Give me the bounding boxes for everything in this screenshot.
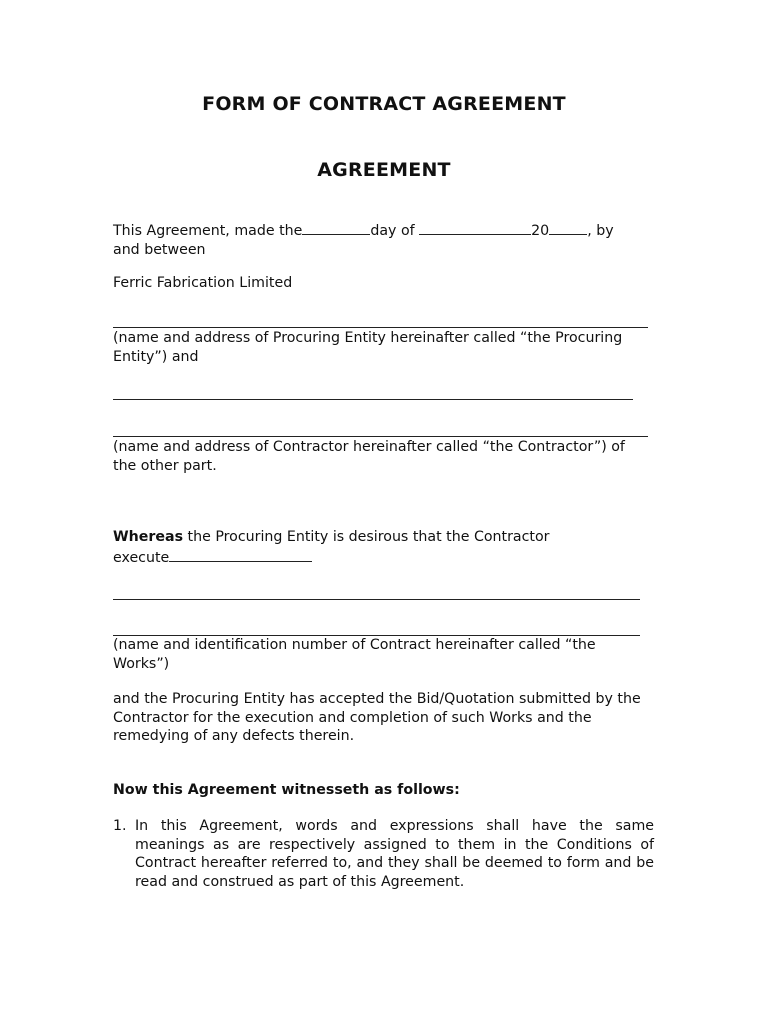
whereas-label: Whereas [113,529,184,545]
contractor-caption: (name and address of Contractor hereinafter called “the Contractor”) of the other part. [113,439,625,474]
intro-text-3: 20 [531,223,550,239]
whereas-paragraph [113,528,653,567]
procuring-entity-caption: (name and address of Procuring Entity hereinafter called “the Procuring Entity”) and [113,330,623,365]
procuring-entity-line [113,327,648,328]
procuring-entity-name: Ferric Fabrication Limited [113,275,293,291]
intro-text-1: This Agreement, made the [113,223,303,239]
clause-number: 1. [113,818,127,834]
contractor-line-2 [113,436,648,437]
works-caption: (name and identification number of Contract hereinafter called “the Works”) [113,637,596,672]
contractor-line-1 [113,399,633,400]
clause-text: In this Agreement, words and expressions shall have the same meanings as are respectively assigned to them in the Conditions of Contract hereafter referred to, and they shall be deemed to form and be read and construed as part of this Agreement. [135,818,654,890]
whereas-text: the Procuring Entity is desirous that the Contractor [183,529,550,545]
intro-text-4: , by [587,223,614,239]
date-month-blank [419,220,531,235]
clause-item [113,817,654,891]
date-year-blank [549,220,587,235]
accepted-paragraph: and the Procuring Entity has accepted the Bid/Quotation submitted by the Contractor for the execution and completion of such Works and the remedying of any defects therein. [113,691,641,744]
now-heading: Now this Agreement witnesseth as follows: [113,782,460,798]
intro-text-5: and between [113,241,206,258]
works-line-1 [113,599,640,600]
date-day-blank [302,220,370,235]
execute-label: execute [113,549,170,566]
intro-text-2: day of [370,223,420,239]
document-title: FORM OF CONTRACT AGREEMENT [202,93,566,115]
execute-blank [169,547,312,562]
document-subtitle: AGREEMENT [317,159,451,181]
intro-paragraph [113,220,653,259]
